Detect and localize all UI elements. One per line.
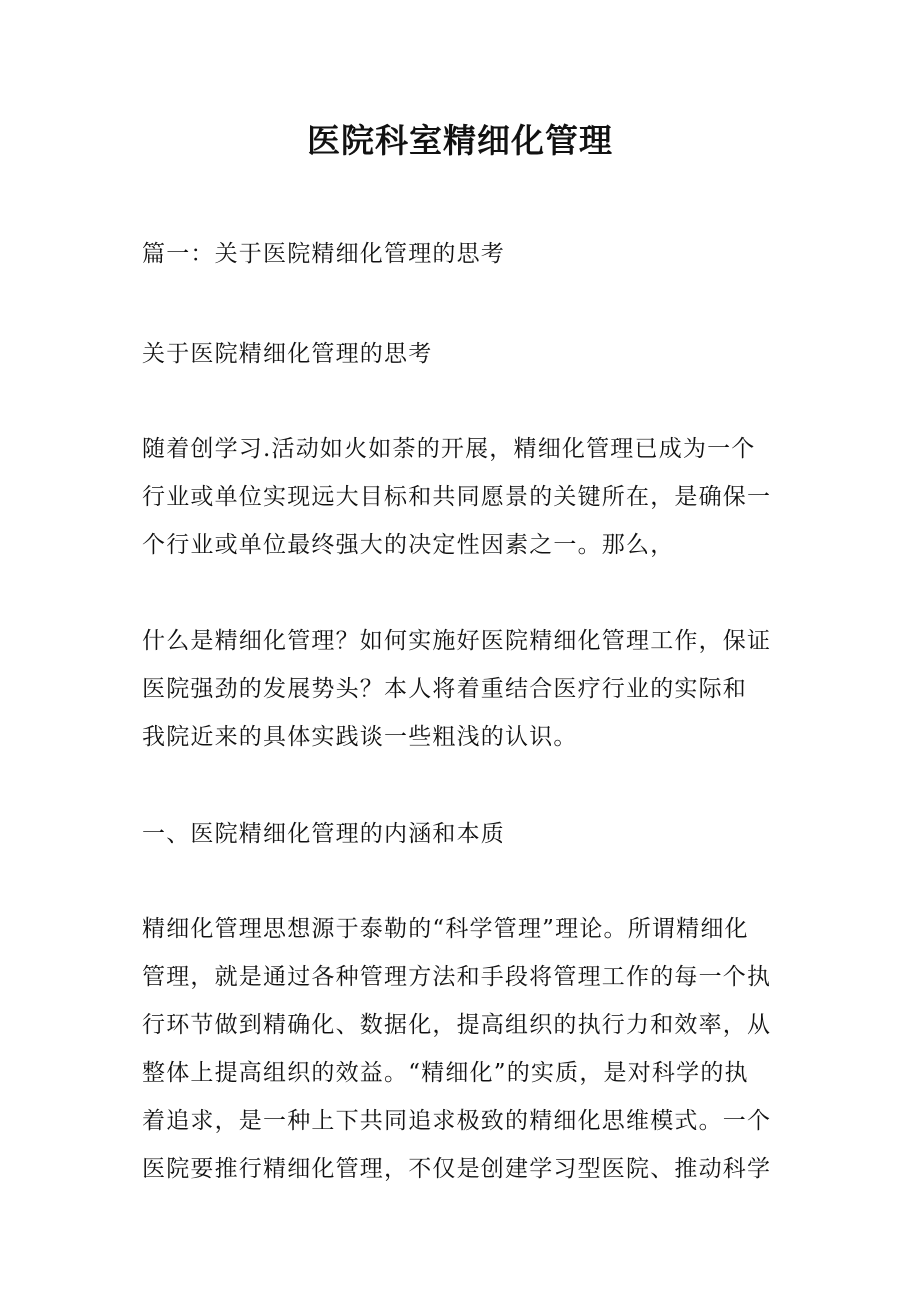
text-line: 什么是精细化管理？如何实施好医院精细化管理工作，保证 xyxy=(142,628,772,654)
text-line: 精细化管理思想源于泰勒的“科学管理”理论。所谓精细化 xyxy=(142,916,749,942)
text-line: 医院强劲的发展势头？本人将着重结合医疗行业的实际和 xyxy=(142,676,747,702)
text-line: 随着创学习.活动如火如荼的开展，精细化管理已成为一个 xyxy=(142,436,756,462)
text-line: 个行业或单位最终强大的决定性因素之一。那么， xyxy=(142,532,675,558)
body-paragraph xyxy=(142,905,782,1193)
section-heading xyxy=(142,810,782,858)
section-heading xyxy=(142,230,782,278)
body-paragraph xyxy=(142,425,782,569)
subtitle-paragraph xyxy=(142,330,782,378)
text-line: 行业或单位实现远大目标和共同愿景的关键所在，是确保一 xyxy=(142,484,772,510)
body-paragraph xyxy=(142,617,782,761)
text-line: 篇一：关于医院精细化管理的思考 xyxy=(142,241,505,267)
text-line: 一、医院精细化管理的内涵和本质 xyxy=(142,821,505,847)
document-title: 医院科室精细化管理 xyxy=(307,121,613,160)
text-line: 整体上提高组织的效益。“精细化”的实质，是对科学的执 xyxy=(142,1060,749,1086)
text-line: 医院要推行精细化管理，不仅是创建学习型医院、推动科学 xyxy=(142,1156,772,1182)
text-line: 管理，就是通过各种管理方法和手段将管理工作的每一个执 xyxy=(142,964,772,990)
text-line: 行环节做到精确化、数据化，提高组织的执行力和效率，从 xyxy=(142,1012,772,1038)
text-line: 着追求，是一种上下共同追求极致的精细化思维模式。一个 xyxy=(142,1108,772,1134)
text-line: 我院近来的具体实践谈一些粗浅的认识。 xyxy=(142,724,578,750)
text-line: 关于医院精细化管理的思考 xyxy=(142,341,433,367)
